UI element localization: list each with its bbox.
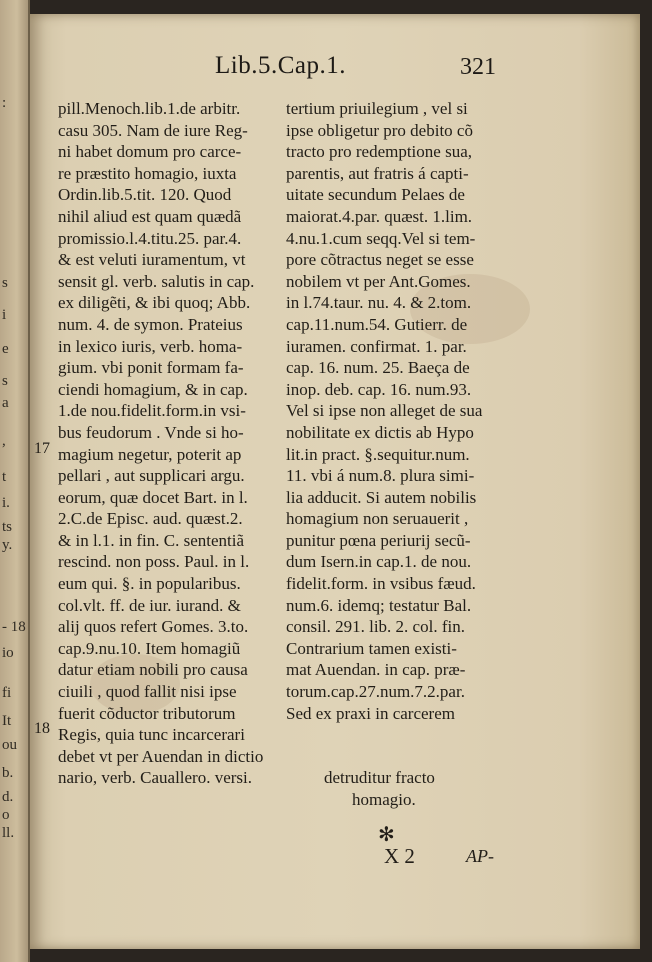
text-line: nobilitate ex dictis ab Hypo — [286, 422, 474, 442]
text-line: fidelit.form. in vsibus fæud. — [286, 574, 476, 594]
book-page — [30, 14, 640, 949]
text-line: 2.C.de Episc. aud. quæst.2. — [58, 509, 243, 529]
text-line: lia adducit. Si autem nobilis — [286, 487, 477, 507]
text-line: 1.de nou.fidelit.form.in vsi- — [58, 401, 246, 421]
edge-character: i. — [2, 495, 10, 511]
text-line: ipse obligetur pro debito cõ — [286, 120, 473, 140]
text-line: num.6. idemq; testatur Bal. — [286, 595, 472, 615]
text-line: nobilem vt per Ant.Gomes. — [286, 271, 471, 291]
edge-character: t — [2, 469, 7, 485]
text-line: pellari , aut supplicari argu. — [58, 466, 245, 486]
text-line: ciuili , quod fallit nisi ipse — [58, 682, 237, 702]
edge-character: e — [2, 341, 9, 357]
text-line: col.vlt. ff. de iur. iurand. & — [58, 595, 241, 615]
text-line: cap. 16. num. 25. Baeça de — [286, 358, 470, 378]
text-line: nihil aliud est quam quædã — [58, 206, 242, 226]
text-line: in lexico iuris, verb. homa- — [58, 336, 243, 356]
text-line: parentis, aut fratris á capti- — [286, 163, 469, 183]
text-line: ciendi homagium, & in cap. — [58, 379, 248, 399]
text-line: 11. vbi á num.8. plura simi- — [286, 466, 475, 486]
text-line: Contrarium tamen existi- — [286, 638, 457, 658]
closing-line: detruditur fracto — [324, 768, 435, 787]
text-line: bus feudorum . Vnde si ho- — [58, 422, 244, 442]
facing-page-edge — [0, 0, 30, 962]
closing-line: homagio. — [352, 790, 416, 809]
text-line: tracto pro redemptione sua, — [286, 142, 472, 162]
edge-character: It — [2, 713, 12, 729]
text-line: re præstito homagio, iuxta — [58, 163, 237, 183]
text-line: inop. deb. cap. 16. num.93. — [286, 379, 472, 399]
text-line: Ordin.lib.5.tit. 120. Quod — [58, 185, 232, 205]
edge-character: i — [2, 307, 7, 323]
page-number: 321 — [460, 54, 496, 80]
text-line: torum.cap.27.num.7.2.par. — [286, 682, 465, 702]
right-text-column — [286, 98, 578, 724]
text-line: Sed ex praxi in carcerem — [286, 703, 455, 723]
marginal-number: 17 — [34, 440, 50, 457]
text-line: ex diligẽti, & ibi quoq; Abb. — [58, 293, 251, 313]
edge-character: ou — [2, 737, 17, 753]
fleuron-ornament: ✻ — [378, 822, 395, 846]
text-line: consil. 291. lib. 2. col. fin. — [286, 617, 465, 637]
text-line: dum Isern.in cap.1. de nou. — [286, 552, 472, 572]
text-line: pill.Menoch.lib.1.de arbitr. — [58, 99, 241, 118]
edge-character: y. — [2, 537, 13, 553]
edge-character: b. — [2, 765, 14, 781]
edge-character: , — [2, 433, 6, 449]
text-line: in l.74.taur. nu. 4. & 2.tom. — [286, 293, 472, 313]
text-line: eorum, quæ docet Bart. in l. — [58, 487, 248, 507]
text-line: iuramen. confirmat. 1. par. — [286, 336, 467, 356]
text-line: homagium non seruauerit , — [286, 509, 469, 529]
text-line: promissio.l.4.titu.25. par.4. — [58, 228, 242, 248]
text-line: alij quos refert Gomes. 3.to. — [58, 617, 249, 637]
text-line: cap.9.nu.10. Item homagiũ — [58, 638, 241, 658]
text-line: magium negetur, poterit ap — [58, 444, 242, 464]
text-line: cap.11.num.54. Gutierr. de — [286, 314, 468, 334]
edge-character: fi — [2, 685, 12, 701]
text-line: tertium priuilegium , vel si — [286, 99, 468, 118]
text-line: datur etiam nobili pro causa — [58, 660, 248, 680]
edge-character: a — [2, 395, 9, 411]
text-line: & in l.1. in fin. C. sententiã — [58, 530, 245, 550]
edge-character: ts — [2, 519, 13, 535]
text-line: casu 305. Nam de iure Reg- — [58, 120, 248, 140]
text-line: eum qui. §. in popularibus. — [58, 574, 241, 594]
text-line: Vel si ipse non alleget de sua — [286, 401, 483, 421]
edge-character: - 18 — [2, 619, 26, 635]
edge-character: io — [2, 645, 14, 661]
edge-character: o — [2, 807, 10, 823]
text-line: fuerit cõductor tributorum — [58, 703, 236, 723]
left-text-column — [58, 98, 306, 789]
edge-character: s — [2, 373, 8, 389]
text-line: ni habet domum pro carce- — [58, 142, 242, 162]
marginal-number: 18 — [34, 720, 50, 737]
text-line: gium. vbi ponit formam fa- — [58, 358, 244, 378]
text-line: lit.in pract. §.sequitur.num. — [286, 444, 470, 464]
catchword: AP- — [466, 846, 494, 866]
text-line: rescind. non poss. Paul. in l. — [58, 552, 250, 572]
text-line: Regis, quia tunc incarcerari — [58, 725, 245, 745]
signature-mark: X 2 — [384, 844, 415, 868]
edge-character: d. — [2, 789, 14, 805]
edge-character: s — [2, 275, 8, 291]
text-line: pore cõtractus neget se esse — [286, 250, 474, 270]
edge-character: ll. — [2, 825, 15, 841]
text-line: punitur pœna periurij secũ- — [286, 530, 471, 550]
text-line: maiorat.4.par. quæst. 1.lim. — [286, 206, 473, 226]
text-line: sensit gl. verb. salutis in cap. — [58, 271, 255, 291]
text-line: nario, verb. Cauallero. versi. — [58, 768, 253, 788]
text-line: uitate secundum Pelaes de — [286, 185, 465, 205]
text-line: & est veluti iuramentum, vt — [58, 250, 246, 270]
text-line: 4.nu.1.cum seqq.Vel si tem- — [286, 228, 476, 248]
text-line: mat Auendan. in cap. præ- — [286, 660, 466, 680]
edge-character: : — [2, 95, 7, 111]
running-head: Lib.5.Cap.1. — [215, 52, 346, 79]
text-line: num. 4. de symon. Prateius — [58, 314, 243, 334]
text-line: debet vt per Auendan in dictio — [58, 746, 264, 766]
